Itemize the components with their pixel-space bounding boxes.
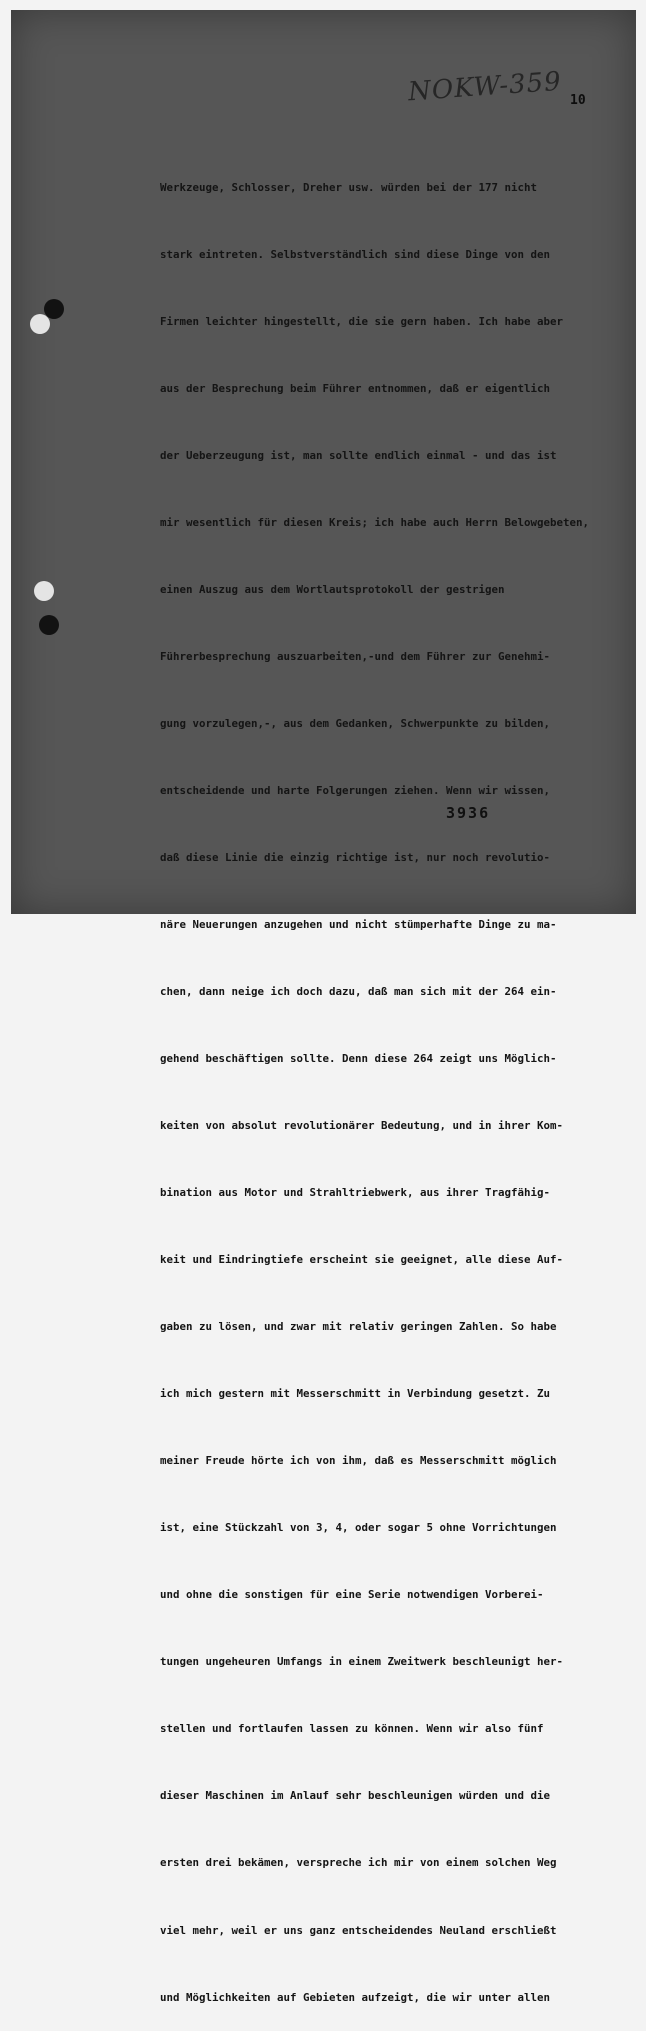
text-line: stark eintreten. Selbstverständlich sind diese Dinge von den — [160, 247, 551, 261]
punch-hole-bottom-dark — [39, 615, 59, 635]
text-line: chen, dann neige ich doch dazu, daß man sich mit der 264 ein- — [160, 985, 557, 999]
text-line: gehend beschäftigen sollte. Denn diese 264 zeigt uns Möglich- — [160, 1052, 557, 1066]
text-line: tungen ungeheuren Umfangs in einem Zweitwerk beschleunigt her- — [160, 1655, 564, 1669]
text-line: näre Neuerungen anzugehen und nicht stümperhafte Dinge zu ma- — [160, 918, 557, 932]
punch-hole-bottom-light — [34, 581, 54, 601]
text-line: keiten von absolut revolutionärer Bedeutung, und in ihrer Kom- — [160, 1119, 564, 1133]
text-line: keit und Eindringtiefe erscheint sie geeignet, alle diese Auf- — [160, 1253, 564, 1267]
text-line: viel mehr, weil er uns ganz entscheidendes Neuland erschließt — [160, 1923, 557, 1937]
text-line: Firmen leichter hingestellt, die sie gern haben. Ich habe aber — [160, 314, 564, 328]
text-line: aus der Besprechung beim Führer entnommen, daß er eigentlich — [160, 381, 551, 395]
document-number: 3936 — [446, 804, 491, 822]
text-line: der Ueberzeugung ist, man sollte endlich einmal - und das ist — [160, 448, 557, 462]
text-line: stellen und fortlaufen lassen zu können. Wenn wir also fünf — [160, 1722, 544, 1736]
text-line: bination aus Motor und Strahltriebwerk, aus ihrer Tragfähig- — [160, 1186, 551, 1200]
text-line: ich mich gestern mit Messerschmitt in Verbindung gesetzt. Zu — [160, 1387, 551, 1401]
text-line: mir wesentlich für diesen Kreis; ich habe auch Herrn Belowgebeten, — [160, 515, 590, 529]
handwritten-reference-code: NOKW-359 — [407, 66, 563, 108]
text-line: gung vorzulegen,-, aus dem Gedanken, Schwerpunkte zu bilden, — [160, 716, 551, 730]
text-line: und ohne die sonstigen für eine Serie notwendigen Vorberei- — [160, 1588, 544, 1602]
text-line: dieser Maschinen im Anlauf sehr beschleunigen würden und die — [160, 1789, 551, 1803]
text-line: meiner Freude hörte ich von ihm, daß es Messerschmitt möglich — [160, 1454, 557, 1468]
text-line: ist, eine Stückzahl von 3, 4, oder sogar 5 ohne Vorrichtungen — [160, 1521, 557, 1535]
text-line: ersten drei bekämen, verspreche ich mir von einem solchen Weg — [160, 1856, 557, 1870]
text-line: und Möglichkeiten auf Gebieten aufzeigt, die wir unter allen — [160, 1990, 551, 2004]
page-number: 10 — [570, 93, 586, 108]
text-line: daß diese Linie die einzig richtige ist, nur noch revolutio- — [160, 851, 551, 864]
text-line: einen Auszug aus dem Wortlautsprotokoll der gestrigen — [160, 582, 505, 596]
text-line: entscheidende und harte Folgerungen ziehen. Wenn wir wissen, — [160, 783, 551, 797]
text-line: gaben zu lösen, und zwar mit relativ geringen Zahlen. So habe — [160, 1320, 557, 1334]
typed-body-text — [160, 132, 600, 2031]
punch-hole-top-light — [30, 314, 50, 334]
text-line: Werkzeuge, Schlosser, Dreher usw. würden bei der 177 nicht — [160, 180, 538, 194]
text-line: Führerbesprechung auszuarbeiten,-und dem Führer zur Genehmi- — [160, 649, 551, 663]
